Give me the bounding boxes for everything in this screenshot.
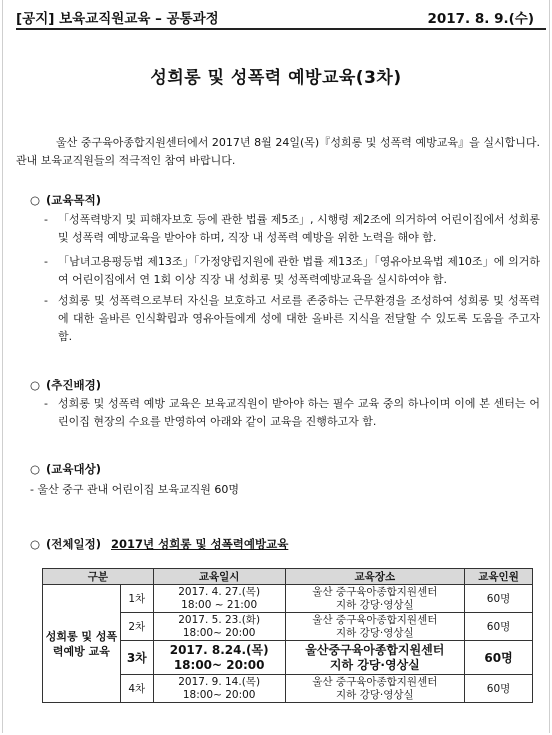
count-cell: 60명	[465, 675, 533, 703]
count-cell: 60명	[465, 641, 533, 675]
round-cell: 4차	[120, 675, 153, 703]
schedule-table	[42, 568, 533, 703]
target-item-1: - 울산 중구 관내 어린이집 보육교직원 60명	[30, 483, 239, 496]
notice-date: 2017. 8. 9.(수)	[427, 11, 534, 27]
notice-header	[16, 7, 542, 29]
round-cell: 2차	[120, 613, 153, 641]
background-item-1: - 성희롱 및 성폭력 예방 교육은 보육교직원이 받아야 하는 필수 교육 중의 하나이며 이에 본 센터는 어린이집 현장의 수요를 반영하여 아래와 같이 교육을 진행하고자 함.	[44, 397, 540, 428]
round-cell: 3차	[120, 641, 153, 675]
col-header-category: 구분	[43, 569, 154, 585]
intro-paragraph: 울산 중구육아종합지원센터에서 2017년 8월 24일(목)『성희롱 및 성폭력 예방교육』을 실시합니다. 관내 보육교직원들의 적극적인 참여 바랍니다.	[16, 136, 540, 167]
circle-bullet-icon: ○	[30, 378, 41, 392]
schedule-subtitle: 2017년 성희롱 및 성폭력예방교육	[111, 537, 289, 551]
circle-bullet-icon: ○	[30, 462, 41, 476]
place-cell: 울산 중구육아종합지원센터 지하 강당·영상실	[285, 675, 465, 703]
place-cell: 울산 중구육아종합지원센터 지하 강당·영상실	[285, 585, 465, 613]
datetime-cell: 2017. 9. 14.(목) 18:00~ 20:00	[153, 675, 285, 703]
col-header-count: 교육인원	[465, 569, 533, 585]
place-cell: 울산중구육아종합지원센터 지하 강당·영상실	[285, 641, 465, 675]
purpose-item-3: - 성희롱 및 성폭력으로부터 자신을 보호하고 서로를 존중하는 근무환경을 조성하여 성희롱 및 성폭력에 대한 올바른 인식확립과 영유아들에게 성에 대한 올바른 지식을 전달할 수 있도록 도움을 주고자 함.	[44, 294, 540, 343]
circle-bullet-icon: ○	[30, 193, 41, 207]
schedule-heading: ○ (전체일정) 2017년 성희롱 및 성폭력예방교육	[30, 537, 289, 551]
document-title: 성희롱 및 성폭력 예방교육(3차)	[150, 68, 402, 88]
purpose-item-2: - 「남녀고용평등법 제13조」「가정양립지원에 관한 법률 제13조」「영유아보육법 제10조」에 의거하여 어린이집에서 연 1회 이상 직장 내 성희롱 및 성폭력예방교육을 실시하여야 함.	[44, 255, 540, 286]
datetime-cell: 2017. 4. 27.(목) 18:00 ~ 21:00	[153, 585, 285, 613]
section-heading-target: ○ (교육대상)	[30, 462, 101, 476]
round-cell: 1차	[120, 585, 153, 613]
purpose-item-1: - 「성폭력방지 및 피해자보호 등에 관한 법률 제5조」, 시행령 제2조에 의거하여 어린이집에서 성희롱 및 성폭력 예방교육을 받아야 하며, 직장 내 성폭력 예방을 위한 노력을 해야 함.	[44, 213, 540, 244]
section-heading-purpose: ○ (교육목적)	[30, 193, 101, 207]
category-cell: 성희롱 및 성폭력예방 교육	[43, 585, 121, 703]
header-rule	[16, 28, 546, 30]
notice-label: [공지] 보육교직원교육 – 공통과정	[16, 11, 219, 27]
circle-bullet-icon: ○	[30, 537, 41, 551]
datetime-cell: 2017. 5. 23.(화) 18:00~ 20:00	[153, 613, 285, 641]
table-row	[43, 585, 533, 613]
section-heading-background: ○ (추진배경)	[30, 378, 101, 392]
datetime-cell: 2017. 8.24.(목) 18:00~ 20:00	[153, 641, 285, 675]
col-header-datetime: 교육일시	[153, 569, 285, 585]
place-cell: 울산 중구육아종합지원센터 지하 강당·영상실	[285, 613, 465, 641]
count-cell: 60명	[465, 585, 533, 613]
count-cell: 60명	[465, 613, 533, 641]
col-header-place: 교육장소	[285, 569, 465, 585]
